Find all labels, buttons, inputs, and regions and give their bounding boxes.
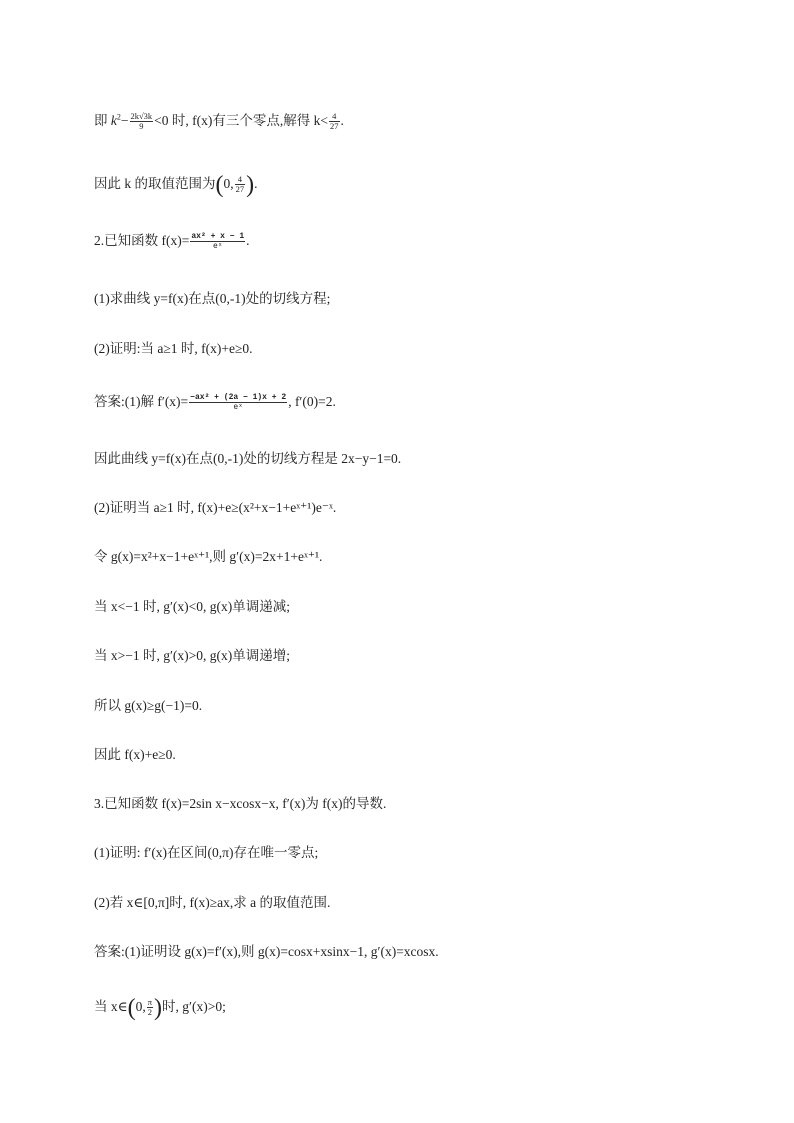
text: 答案:(1)解 f′(x)= <box>94 394 189 409</box>
denominator: eˣ <box>233 403 243 413</box>
fraction <box>235 175 246 194</box>
var-k: k <box>110 113 117 128</box>
answer-2-derivative <box>94 391 754 413</box>
problem-2-part-2: (2)证明:当 a≥1 时, f(x)+e≥0. <box>94 341 253 356</box>
left-paren: ( <box>127 994 136 1021</box>
text: 0, <box>135 999 146 1014</box>
text: 0, <box>223 176 234 191</box>
denominator: 2 <box>147 1007 153 1018</box>
text: 2.已知函数 f(x)= <box>94 233 190 248</box>
answer-2-decreasing: 当 x<−1 时, g′(x)<0, g(x)单调递减; <box>94 599 291 614</box>
line-k-range <box>94 173 754 196</box>
answer-2-tangent: 因此曲线 y=f(x)在点(0,-1)处的切线方程是 2x−y−1=0. <box>94 451 402 466</box>
right-paren: ) <box>154 994 163 1021</box>
denominator: 27 <box>330 121 339 132</box>
fraction <box>147 998 153 1017</box>
fraction <box>190 232 245 251</box>
text: 当 x∈ <box>94 999 128 1014</box>
problem-3-part-1: (1)证明: f′(x)在区间(0,π)存在唯一零点; <box>94 845 319 860</box>
numerator: 2k√3k <box>130 111 153 122</box>
text: 即 <box>94 113 111 128</box>
minus: − <box>120 113 129 128</box>
problem-3-title: 3.已知函数 f(x)=2sin x−xcosx−x, f′(x)为 f(x)的导数. <box>94 796 387 811</box>
text: 因此 k 的取值范围为 <box>94 176 216 191</box>
answer-3-interval <box>94 996 754 1019</box>
answer-2-define-g: 令 g(x)=x²+x−1+eˣ⁺¹,则 g′(x)=2x+1+eˣ⁺¹. <box>94 549 323 564</box>
text: . <box>246 233 250 248</box>
left-paren: ( <box>215 171 224 198</box>
numerator: π <box>147 997 153 1008</box>
answer-2-minimum: 所以 g(x)≥g(−1)=0. <box>94 698 203 713</box>
answer-2-proof-start: (2)证明当 a≥1 时, f(x)+e≥(x²+x−1+eˣ⁺¹)e⁻ˣ. <box>94 500 337 515</box>
numerator: −ax² + (2a − 1)x + 2 <box>190 393 287 403</box>
fraction <box>130 112 154 131</box>
fraction <box>329 112 340 131</box>
answer-2-conclusion: 因此 f(x)+e≥0. <box>94 747 176 762</box>
right-paren: ) <box>246 171 255 198</box>
line-k-condition <box>94 110 754 132</box>
denominator: eˣ <box>212 242 223 252</box>
problem-3-part-2: (2)若 x∈[0,π]时, f(x)≥ax,求 a 的取值范围. <box>94 895 331 910</box>
answer-2-increasing: 当 x>−1 时, g′(x)>0, g(x)单调递增; <box>94 648 291 663</box>
denominator: 27 <box>235 184 245 195</box>
problem-2-title <box>94 230 754 252</box>
exponent: 2 <box>116 112 121 122</box>
text: , f′(0)=2. <box>288 394 336 409</box>
text: <0 时, f(x)有三个零点,解得 k< <box>154 113 329 128</box>
problem-2-part-1: (1)求曲线 y=f(x)在点(0,-1)处的切线方程; <box>94 291 331 306</box>
numerator: 4 <box>235 175 246 185</box>
denominator: 9 <box>139 121 144 132</box>
fraction <box>189 393 287 412</box>
text: 时, g′(x)>0; <box>162 999 226 1014</box>
numerator: 4 <box>329 112 340 122</box>
text: . <box>254 176 258 191</box>
answer-3-define-g: 答案:(1)证明设 g(x)=f′(x),则 g(x)=cosx+xsinx−1, g′(x)=xcosx. <box>94 944 439 959</box>
text: . <box>340 113 344 128</box>
numerator: ax² + x − 1 <box>191 232 245 242</box>
